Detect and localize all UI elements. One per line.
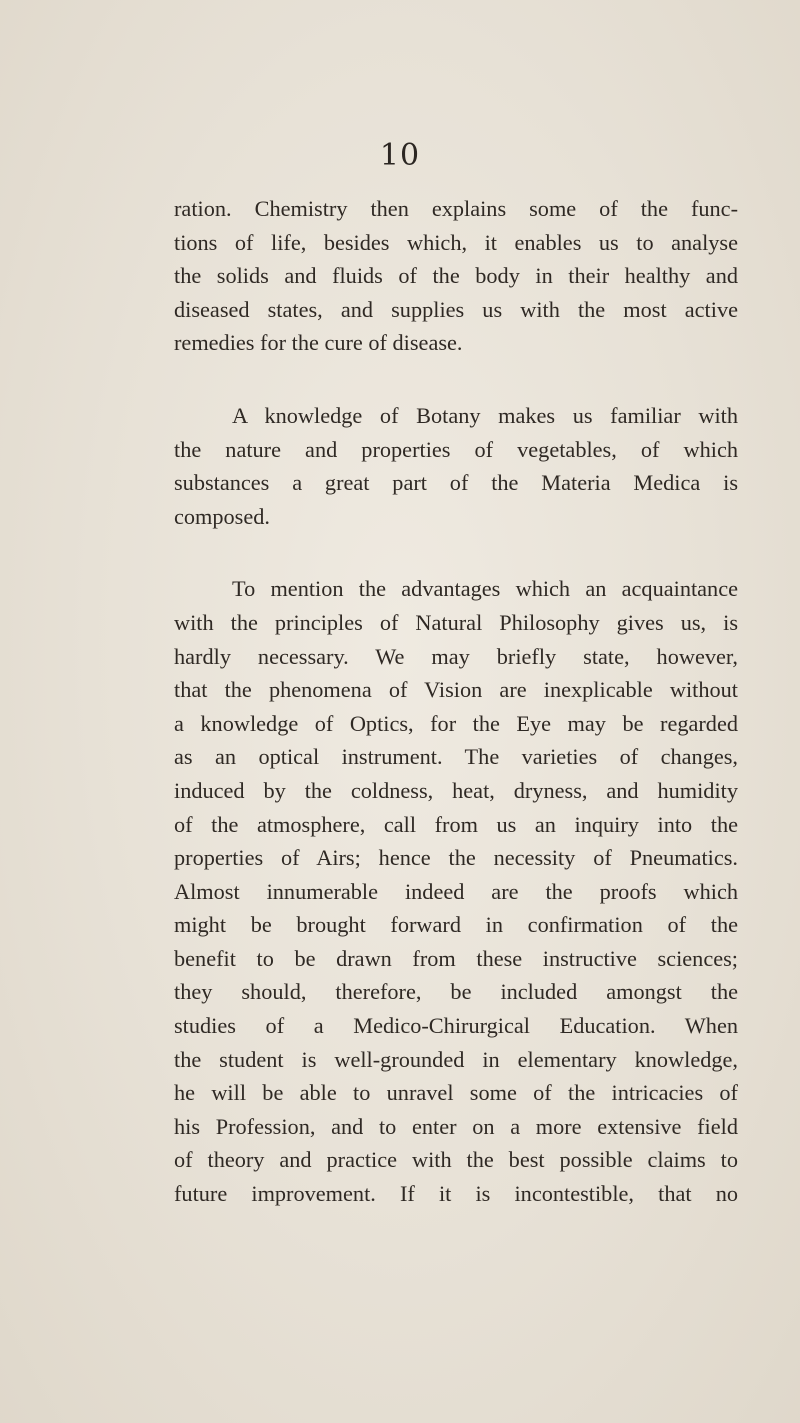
text-line: as an optical instrument. The varieties of changes, (174, 744, 738, 770)
text-line: of theory and practice with the best possible claims to (174, 1147, 738, 1173)
paragraph-spacer (174, 360, 738, 399)
text-line: composed. (174, 503, 270, 529)
text-line: substances a great part of the Materia Medica is (174, 470, 738, 496)
paragraph-botany (174, 399, 738, 533)
text-line: of the atmosphere, call from us an inquiry into the (174, 811, 738, 837)
text-line: induced by the coldness, heat, dryness, and humidity (174, 777, 738, 803)
text-line: they should, therefore, be included amongst the (174, 979, 738, 1005)
text-line: the solids and fluids of the body in their healthy and (174, 263, 738, 289)
text-line: that the phenomena of Vision are inexplicable without (174, 677, 738, 703)
text-line: might be brought forward in confirmation of the (174, 912, 738, 938)
text-line: he will be able to unravel some of the intricacies of (174, 1080, 738, 1106)
text-line: properties of Airs; hence the necessity of Pneumatics. (174, 845, 738, 871)
text-line: a knowledge of Optics, for the Eye may be regarded (174, 710, 738, 736)
text-line: tions of life, besides which, it enables us to analyse (174, 229, 738, 255)
text-line: studies of a Medico-Chirurgical Education. When (174, 1013, 738, 1039)
text-line: the nature and properties of vegetables, of which (174, 436, 738, 462)
text-line: A knowledge of Botany makes us familiar with (232, 402, 738, 428)
text-line: the student is well-grounded in elementary knowledge, (174, 1046, 738, 1072)
paragraph-natural-philosophy (174, 572, 738, 1210)
text-line: diseased states, and supplies us with the most active (174, 296, 738, 322)
body-text (174, 192, 738, 1211)
text-line: future improvement. If it is incontestible, that no (174, 1181, 738, 1207)
text-line: his Profession, and to enter on a more extensive field (174, 1113, 738, 1139)
text-line: hardly necessary. We may briefly state, however, (174, 643, 738, 669)
text-line: Almost innumerable indeed are the proofs which (174, 878, 738, 904)
text-line: remedies for the cure of disease. (174, 330, 463, 356)
paragraph-spacer (174, 533, 738, 572)
text-line: benefit to be drawn from these instructive sciences; (174, 945, 738, 971)
text-line: ration. Chemistry then explains some of the func- (174, 196, 738, 221)
paragraph-chemistry (174, 192, 738, 360)
page-number: 10 (379, 138, 421, 173)
text-line: To mention the advantages which an acquaintance (232, 576, 738, 602)
text-line: with the principles of Natural Philosophy gives us, is (174, 609, 738, 635)
